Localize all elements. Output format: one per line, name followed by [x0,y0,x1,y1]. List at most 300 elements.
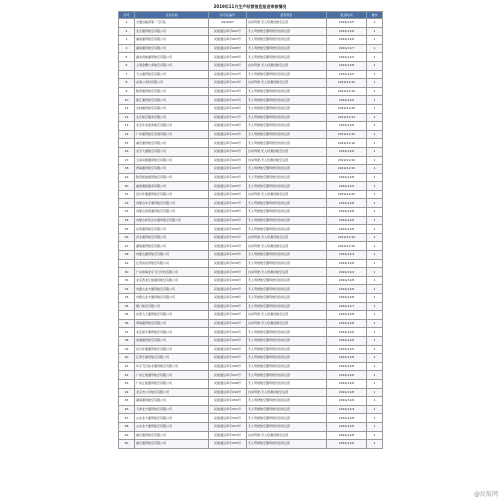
cell-date: 2019/11/8 [327,294,367,303]
cell-date: 2019/11/10 [327,139,367,148]
cell-action: 1 [367,440,383,449]
cell-date: 2019/11/8 [327,259,367,268]
cell-license: 民航通运审字036号 [209,276,247,285]
cell-date: 2019/11/10 [327,165,367,174]
cell-project: 自动驾驶-无人机测试航空运营 [247,147,327,156]
cell-date: 2019/11/6 [327,36,367,45]
cell-index: 33 [119,294,135,303]
table-row [119,173,383,182]
cell-index: 30 [119,268,135,277]
cell-index: 27 [119,242,135,251]
cell-license: 民航通运审字042号 [209,328,247,337]
table-row [119,311,383,320]
table-row [119,388,383,397]
cell-index: 16 [119,147,135,156]
cell-company: 湖南通用航空有限公司 [135,397,209,406]
cell-index: 7 [119,70,135,79]
cell-project: 无人驾驶航空器驾驶员培训运营 [247,199,327,208]
cell-project: 无人驾驶航空器驾驶员培训运营 [247,165,327,174]
table-row [119,328,383,337]
cell-license: 民航通运审字029号 [209,216,247,225]
cell-company: 内蒙古北方通用航空有限公司 [135,285,209,294]
cell-company: 北京星宇通用航空有限公司 [135,328,209,337]
cell-index: 4 [119,44,135,53]
cell-date: 2019/11/9 [327,96,367,105]
cell-date: 2019/11/8 [327,61,367,70]
cell-index: 44 [119,388,135,397]
cell-date: 2019/11/12 [327,113,367,122]
cell-date: 2019/11/10 [327,242,367,251]
cell-company: 华宇飞行技术通用航空有限公司 [135,362,209,371]
cell-company: 北京华龙商务航空有限公司 [135,122,209,131]
cell-action: 1 [367,130,383,139]
cell-license: 民航通运审字037号 [209,285,247,294]
cell-project: 无人驾驶航空器驾驶员培训运营 [247,276,327,285]
cell-index: 48 [119,422,135,431]
table-row [119,53,383,62]
cell-action: 1 [367,190,383,199]
cell-date: 2019/11/6 [327,397,367,406]
table-row [119,96,383,105]
cell-action: 1 [367,19,383,28]
table-row [119,79,383,88]
cell-index: 38 [119,336,135,345]
cell-index: 41 [119,362,135,371]
cell-license: 29-0007 [209,19,247,28]
cell-date: 2019/11/8 [327,336,367,345]
table-row [119,147,383,156]
cell-index: 8 [119,79,135,88]
cell-license: 民航通运审字053号 [209,422,247,431]
cell-index: 37 [119,328,135,337]
cell-action: 1 [367,354,383,363]
table-row [119,233,383,242]
cell-index: 12 [119,113,135,122]
cell-company: 吉林通用航空有限公司 [135,104,209,113]
cell-action: 1 [367,294,383,303]
cell-index: 14 [119,130,135,139]
cell-company: 重庆通用航空有限公司 [135,139,209,148]
table-row [119,87,383,96]
table-row [119,36,383,45]
cell-project: 无人驾驶航空器驾驶员培训运营 [247,53,327,62]
cell-date: 2019/11/7 [327,44,367,53]
cell-license: 民航通运审字028号 [209,208,247,217]
cell-action: 1 [367,44,383,53]
cell-license: 民航通运审字008号 [209,44,247,53]
cell-project: 无人驾驶航空器驾驶员培训运营 [247,251,327,260]
cell-company: 北京市公共航空有限公司 [135,388,209,397]
cell-action: 1 [367,113,383,122]
cell-index: 11 [119,104,135,113]
header-action: 操作 [367,12,383,19]
table-row [119,208,383,217]
table-row [119,336,383,345]
cell-index: 5 [119,53,135,62]
cell-license: 民航通运审字015号 [209,96,247,105]
cell-company: 东营九天通用航空有限公司 [135,311,209,320]
table-row [119,199,383,208]
cell-license: 民航通运审字050号 [209,397,247,406]
cell-company: 青海通用航空有限公司 [135,165,209,174]
cell-company: 重庆通用航空有限公司 [135,431,209,440]
cell-date: 2019/11/4 [327,405,367,414]
cell-project: 无人驾驶航空器驾驶员培训运营 [247,285,327,294]
cell-date: 2019/11/5 [327,19,367,28]
cell-project: 无人驾驶航空器驾驶员培训运营 [247,87,327,96]
cell-company: 青海通用航空有限公司 [135,319,209,328]
cell-license: 民航通运审字033号 [209,251,247,260]
cell-index: 6 [119,61,135,70]
cell-index: 31 [119,276,135,285]
table-row [119,294,383,303]
cell-project: 无人驾驶航空器驾驶员培训运营 [247,96,327,105]
cell-date: 2019/11/5 [327,345,367,354]
cell-license: 民航通运审字031号 [209,233,247,242]
cell-license: 民航通运审字022号 [209,156,247,165]
page-title: 2019年11月生产经营信息报送审核情况 [213,4,287,9]
cell-company: 天山通用航空有限公司 [135,70,209,79]
cell-action: 1 [367,251,383,260]
cell-license: 民航通运审字052号 [209,414,247,423]
table-row [119,319,383,328]
cell-index: 23 [119,208,135,217]
header-project: 经营项目 [247,12,327,19]
table-row [119,216,383,225]
cell-license: 民航通运审字009号 [209,53,247,62]
cell-company: 湖南通用航空有限公司 [135,44,209,53]
cell-license: 民航通运审字018号 [209,122,247,131]
cell-date: 2019/11/6 [327,328,367,337]
cell-index: 24 [119,216,135,225]
cell-project: 无人驾驶航空器驾驶员培训运营 [247,70,327,79]
cell-license: 民航通运审字023号 [209,165,247,174]
cell-project: 无人驾驶航空器驾驶员培训运营 [247,225,327,234]
cell-project: 无人驾驶航空器驾驶员培训运营 [247,405,327,414]
cell-company: 陕西凯旋通用航空有限公司 [135,173,209,182]
cell-action: 1 [367,276,383,285]
cell-action: 1 [367,216,383,225]
cell-date: 2019/11/7 [327,302,367,311]
cell-date: 2019/11/6 [327,371,367,380]
cell-action: 1 [367,61,383,70]
cell-date: 2019/11/8 [327,276,367,285]
cell-date: 2019/11/8 [327,388,367,397]
cell-company: 天津北方通用航空有限公司 [135,405,209,414]
cell-index: 49 [119,431,135,440]
cell-license: 民航通运审字017号 [209,113,247,122]
cell-company: 湖南通用航空有限公司 [135,242,209,251]
cell-action: 1 [367,362,383,371]
cell-project: 无人驾驶航空器驾驶员培训运营 [247,27,327,36]
cell-action: 1 [367,70,383,79]
cell-index: 2 [119,27,135,36]
cell-action: 1 [367,285,383,294]
cell-index: 25 [119,225,135,234]
cell-action: 1 [367,225,383,234]
cell-license: 民航通运审字016号 [209,104,247,113]
cell-action: 1 [367,96,383,105]
cell-company: 北京西北亿航通用航空有限公司 [135,276,209,285]
cell-date: 2019/11/6 [327,379,367,388]
cell-date: 2019/11/4 [327,268,367,277]
cell-license: 民航通运审字044号 [209,345,247,354]
cell-index: 15 [119,139,135,148]
cell-index: 3 [119,36,135,45]
table-row [119,414,383,423]
cell-action: 1 [367,268,383,277]
cell-license: 民航通运审字030号 [209,225,247,234]
cell-action: 1 [367,405,383,414]
cell-project: 无人驾驶航空器驾驶员培训运营 [247,371,327,380]
cell-company: 重庆通用航空有限公司 [135,440,209,449]
cell-project: 无人驾驶航空器驾驶员培训运营 [247,328,327,337]
cell-license: 民航通运审字051号 [209,405,247,414]
cell-action: 1 [367,336,383,345]
cell-license: 民航通运审字026号 [209,190,247,199]
table-row [119,302,383,311]
cell-index: 22 [119,199,135,208]
cell-license: 民航通运审字041号 [209,319,247,328]
cell-date: 2019/11/20 [327,190,367,199]
cell-project: 无人驾驶航空器驾驶员培训运营 [247,130,327,139]
cell-project: 无人驾驶航空器驾驶员培训运营 [247,414,327,423]
cell-company: 东营通用航空有限公司 [135,225,209,234]
cell-company: 云南凤翔通用航空有限公司 [135,156,209,165]
cell-project: 无人驾驶航空器驾驶员培训运营 [247,122,327,131]
cell-company: 内蒙古呼伦贝尔通用航空有限公司 [135,216,209,225]
cell-date: 2019/11/10 [327,130,367,139]
table-row [119,130,383,139]
cell-action: 1 [367,208,383,217]
cell-license: 民航通运审字055号 [209,440,247,449]
table-row [119,113,383,122]
cell-project: 无人驾驶航空器驾驶员培训运营 [247,173,327,182]
cell-company: 广东汇航通用航空有限公司 [135,379,209,388]
cell-date: 2019/11/8 [327,173,367,182]
cell-date: 2019/11/8 [327,362,367,371]
cell-index: 43 [119,379,135,388]
cell-license: 民航通运审字040号 [209,311,247,320]
cell-index: 45 [119,397,135,406]
cell-action: 1 [367,431,383,440]
cell-project: 自动驾驶-无人机测试航空运营 [247,311,327,320]
cell-company: 湖南通用航空有限公司 [135,36,209,45]
cell-action: 1 [367,319,383,328]
cell-company: 江西省农用航空有限公司 [135,259,209,268]
cell-project: 无人驾驶航空器驾驶员培训运营 [247,208,327,217]
cell-action: 1 [367,53,383,62]
cell-index: 47 [119,414,135,423]
cell-project: 无人驾驶航空器驾驶员培训运营 [247,379,327,388]
cell-action: 1 [367,388,383,397]
table-row [119,139,383,148]
cell-project: 无人驾驶航空器驾驶员培训运营 [247,302,327,311]
cell-company: 交通运输部第一飞行队 [135,19,209,28]
cell-project: 无人驾驶航空器驾驶员培训运营 [247,259,327,268]
cell-date: 2019/11/8 [327,431,367,440]
table-row [119,242,383,251]
cell-license: 民航通运审字034号 [209,259,247,268]
cell-index: 34 [119,302,135,311]
document-page [118,4,382,449]
cell-company: 内蒙古通用航空有限公司 [135,251,209,260]
cell-company: 湖北同威通用航空有限公司 [135,53,209,62]
cell-action: 1 [367,259,383,268]
cell-project: 无人驾驶航空器驾驶员培训运营 [247,294,327,303]
cell-date: 2019/11/10 [327,156,367,165]
cell-license: 民航通运审字048号 [209,379,247,388]
cell-index: 17 [119,156,135,165]
cell-date: 2019/11/8 [327,122,367,131]
cell-project: 无人驾驶航空器驾驶员培训运营 [247,182,327,191]
cell-license: 民航通运审字012号 [209,70,247,79]
cell-index: 35 [119,311,135,320]
cell-license: 民航通运审字014号 [209,87,247,96]
cell-license: 民航通运审字032号 [209,242,247,251]
cell-action: 1 [367,156,383,165]
cell-license: 民航通运审字013号 [209,79,247,88]
cell-action: 1 [367,242,383,251]
cell-date: 2019/11/10 [327,87,367,96]
cell-index: 28 [119,251,135,260]
cell-company: 陕西通用航空有限公司 [135,87,209,96]
cell-action: 1 [367,328,383,337]
cell-index: 10 [119,96,135,105]
cell-license: 民航通运审字007号 [209,36,247,45]
cell-project: 自动驾驶-无人机测试航空运营 [247,19,327,28]
cell-action: 1 [367,79,383,88]
cell-company: 北京大通航空有限公司 [135,147,209,156]
watermark: @民航网 [473,491,498,498]
cell-project: 无人驾驶航空器驾驶员培训运营 [247,216,327,225]
table-row [119,165,383,174]
cell-company: 北京通用航空有限公司 [135,27,209,36]
cell-date: 2019/11/2 [327,53,367,62]
cell-index: 13 [119,122,135,131]
cell-date: 2019/11/6 [327,27,367,36]
cell-action: 1 [367,87,383,96]
cell-project: 自动驾驶-无人机测试航空运营 [247,61,327,70]
cell-company: 四川华通通用航空有限公司 [135,190,209,199]
cell-index: 42 [119,371,135,380]
cell-project: 自动驾驶-无人机测试航空运营 [247,268,327,277]
cell-company: 江西乐通用航空有限公司 [135,354,209,363]
cell-company: 东海公务机有限公司 [135,79,209,88]
cell-action: 1 [367,311,383,320]
cell-index: 19 [119,173,135,182]
cell-action: 1 [367,397,383,406]
table-row [119,440,383,449]
cell-license: 民航通运审字010号 [209,61,247,70]
data-table [118,11,383,449]
cell-date: 2019/11/8 [327,354,367,363]
cell-index: 29 [119,259,135,268]
cell-project: 无人驾驶航空器驾驶员培训运营 [247,104,327,113]
cell-license: 民航通运审字046号 [209,362,247,371]
table-row [119,70,383,79]
cell-action: 1 [367,104,383,113]
cell-company: 福建通航服务有限公司 [135,182,209,191]
table-row [119,251,383,260]
cell-project: 无人驾驶航空器驾驶员培训运营 [247,354,327,363]
table-row [119,268,383,277]
header-company: 企业名称 [135,12,209,19]
cell-date: 2019/11/5 [327,70,367,79]
cell-date: 2019/11/8 [327,319,367,328]
cell-license: 民航通运审字054号 [209,431,247,440]
cell-project: 无人驾驶航空器驾驶员培训运营 [247,113,327,122]
cell-project: 自动驾驶-无人机测试航空运营 [247,156,327,165]
cell-project: 自动驾驶-无人机测试航空运营 [247,431,327,440]
cell-project: 自动驾驶-无人机测试航空运营 [247,190,327,199]
cell-license: 民航通运审字027号 [209,199,247,208]
table-row [119,285,383,294]
table-row [119,156,383,165]
cell-date: 2019/11/4 [327,251,367,260]
cell-action: 1 [367,147,383,156]
cell-company: 内蒙古西部通用航空有限公司 [135,208,209,217]
cell-license: 民航通运审字043号 [209,336,247,345]
table-row [119,122,383,131]
table-row [119,190,383,199]
cell-date: 2019/11/8 [327,285,367,294]
cell-company: 内蒙古北方通用航空有限公司 [135,294,209,303]
cell-action: 1 [367,199,383,208]
table-row [119,104,383,113]
cell-date: 2019/11/10 [327,79,367,88]
cell-action: 1 [367,371,383,380]
table-row [119,345,383,354]
table-row [119,19,383,28]
cell-project: 无人驾驶航空器驾驶员培训运营 [247,362,327,371]
cell-date: 2019/11/8 [327,311,367,320]
table-header-row [119,12,383,19]
cell-license: 民航通运审字049号 [209,388,247,397]
cell-company: 浙江通用航空有限公司 [135,96,209,105]
cell-action: 1 [367,345,383,354]
cell-license: 民航通运审字047号 [209,371,247,380]
cell-date: 2019/11/6 [327,147,367,156]
cell-index: 36 [119,319,135,328]
table-row [119,61,383,70]
table-row [119,182,383,191]
cell-project: 自动驾驶-无人机测试航空运营 [247,319,327,328]
cell-action: 1 [367,379,383,388]
cell-license: 民航通运审字001号 [209,27,247,36]
cell-index: 20 [119,182,135,191]
table-row [119,44,383,53]
cell-date: 2019/11/6 [327,422,367,431]
cell-company: 北京航空服务有限公司 [135,113,209,122]
cell-index: 50 [119,440,135,449]
cell-action: 1 [367,122,383,131]
cell-project: 无人驾驶航空器驾驶员培训运营 [247,422,327,431]
header-date: 报送时间 [327,12,367,19]
cell-project: 无人驾驶航空器驾驶员培训运营 [247,440,327,449]
cell-project: 无人驾驶航空器驾驶员培训运营 [247,336,327,345]
cell-license: 民航通运审字020号 [209,139,247,148]
cell-project: 自动驾驶-无人机测试航空运营 [247,233,327,242]
table-row [119,362,383,371]
cell-company: 四川华通通用航空有限公司 [135,345,209,354]
cell-license: 民航通运审字021号 [209,147,247,156]
cell-date: 2019/11/8 [327,208,367,217]
cell-action: 1 [367,27,383,36]
cell-action: 1 [367,414,383,423]
cell-index: 26 [119,233,135,242]
cell-license: 民航通运审字039号 [209,302,247,311]
